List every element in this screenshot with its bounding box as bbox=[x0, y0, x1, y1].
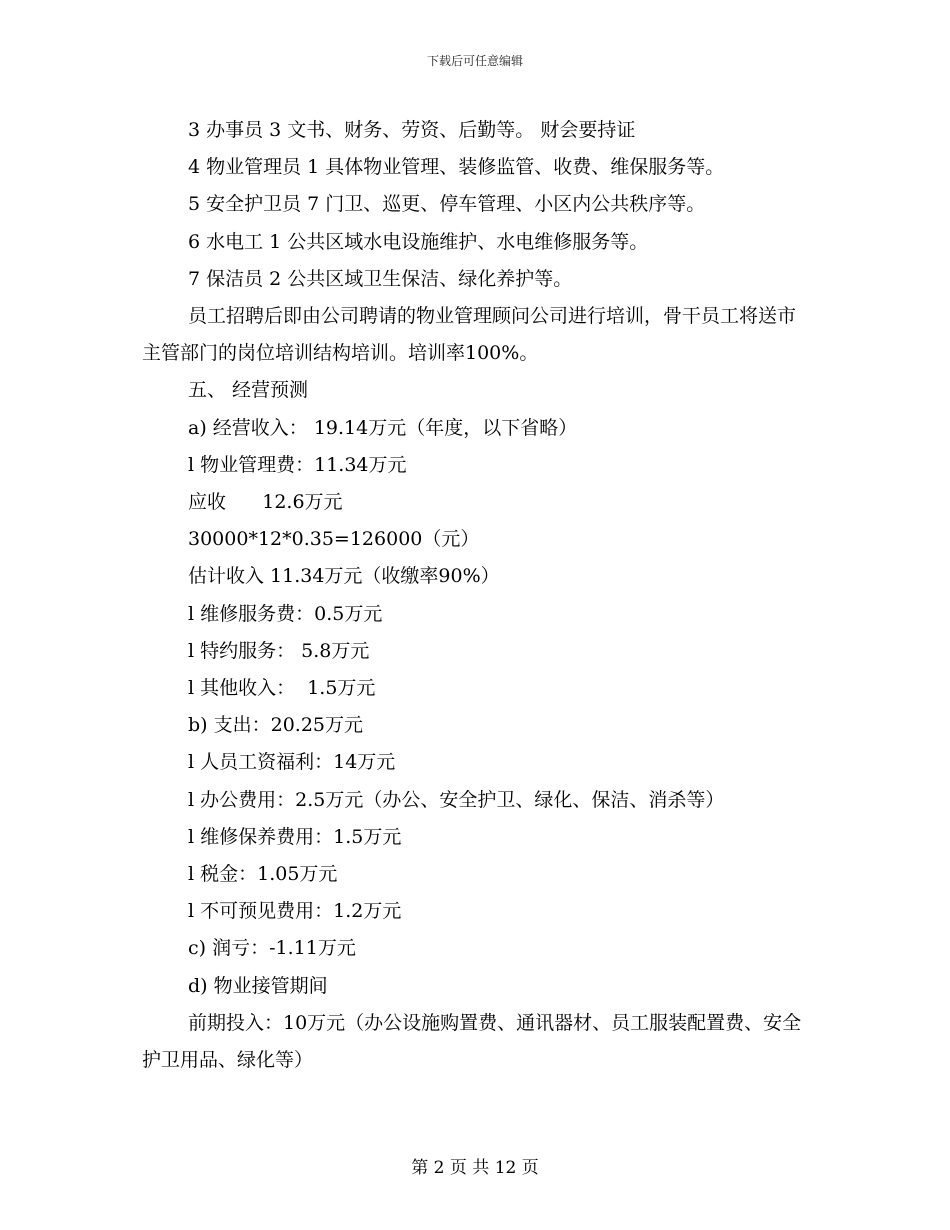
expense-tax: l 税金：1.05万元 bbox=[188, 863, 338, 886]
expense-maintenance: l 维修保养费用：1.5万元 bbox=[188, 825, 402, 848]
training-paragraph: 员工招聘后即由公司聘请的物业管理顾问公司进行培训，骨干员工将送市主管部门的岗位培训结构培训。培训率100%。 bbox=[142, 305, 797, 365]
income-estimated: 估计收入 11.34万元（收缴率90%） bbox=[188, 565, 500, 588]
income-receivable: 应收 12.6万元 bbox=[188, 491, 343, 514]
staff-line-clerk: 3 办事员 3 文书、财务、劳资、后勤等。 财会要持证 bbox=[188, 119, 636, 141]
staff-line-security: 5 安全护卫员 7 门卫、巡更、停车管理、小区内公共秩序等。 bbox=[188, 193, 706, 216]
section-heading-forecast: 五、 经营预测 bbox=[188, 379, 309, 402]
income-maintenance: l 维修服务费：0.5万元 bbox=[188, 602, 383, 625]
page-footer: 第 2 页 共 12 页 bbox=[411, 1158, 539, 1178]
page-header: 下载后可任意编辑 bbox=[426, 54, 523, 68]
profit-loss: c) 润亏：-1.11万元 bbox=[188, 937, 356, 960]
investment-paragraph: 前期投入：10万元（办公设施购置费、通讯器材、员工服装配置费、安全护卫用品、绿化等） bbox=[142, 1011, 802, 1072]
income-management-fee: l 物业管理费：11.34万元 bbox=[188, 453, 407, 476]
income-special-service: l 特约服务： 5.8万元 bbox=[188, 639, 370, 662]
expense-salary: l 人员工资福利：14万元 bbox=[188, 751, 396, 774]
income-total: a) 经营收入： 19.14万元（年度，以下省略） bbox=[188, 416, 578, 439]
expense-total: b) 支出：20.25万元 bbox=[188, 714, 364, 737]
takeover-period: d) 物业接管期间 bbox=[188, 974, 328, 997]
staff-line-cleaner: 7 保洁员 2 公共区域卫生保洁、绿化养护等。 bbox=[188, 267, 573, 290]
document-body bbox=[142, 112, 806, 1079]
income-formula: 30000*12*0.35=126000（元） bbox=[188, 528, 480, 551]
expense-office: l 办公费用：2.5万元（办公、安全护卫、绿化、保洁、消杀等） bbox=[188, 788, 725, 811]
staff-line-electrician: 6 水电工 1 公共区域水电设施维护、水电维修服务等。 bbox=[188, 230, 649, 253]
income-other: l 其他收入： 1.5万元 bbox=[188, 677, 376, 700]
staff-line-property-manager: 4 物业管理员 1 具体物业管理、装修监管、收费、维保服务等。 bbox=[188, 156, 725, 179]
expense-unforeseen: l 不可预见费用：1.2万元 bbox=[188, 900, 402, 923]
